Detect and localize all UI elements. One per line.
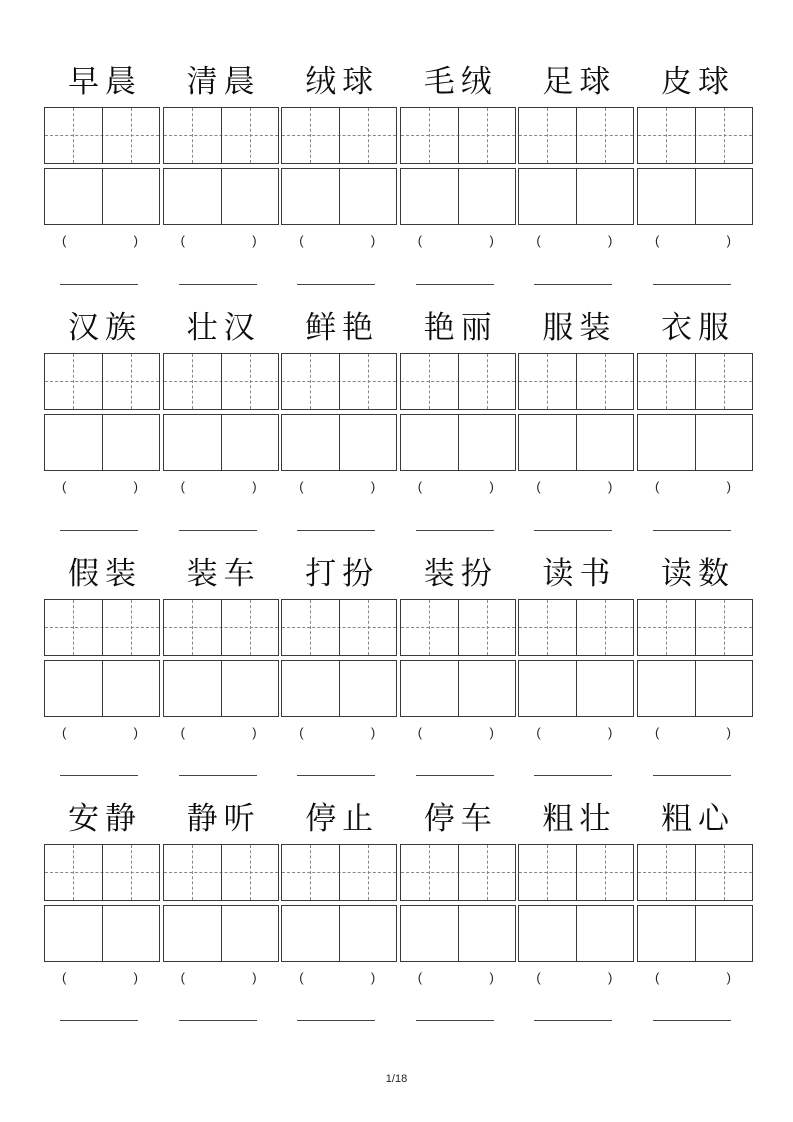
answer-line[interactable]	[297, 284, 375, 285]
word-group	[400, 50, 516, 295]
cell-divider	[695, 661, 696, 716]
dashed-guide-vertical	[73, 108, 74, 163]
dashed-guide-vertical	[310, 600, 311, 655]
pinyin-answer-parens[interactable]	[532, 725, 616, 745]
pinyin-answer-parens[interactable]	[295, 725, 379, 745]
dashed-guide-vertical	[429, 845, 430, 900]
cell-divider	[576, 169, 577, 224]
tianzige-writing-grid[interactable]	[281, 107, 397, 164]
answer-line[interactable]	[653, 284, 731, 285]
word-group	[163, 787, 279, 1032]
dashed-guide-vertical	[487, 108, 488, 163]
answer-line[interactable]	[60, 284, 138, 285]
dashed-guide-vertical	[250, 600, 251, 655]
word-label: 毛绒	[423, 64, 498, 100]
dashed-guide-vertical	[368, 354, 369, 409]
dashed-guide-vertical	[487, 354, 488, 409]
dashed-guide-vertical	[250, 108, 251, 163]
cell-divider	[221, 845, 222, 900]
plain-writing-grid[interactable]	[281, 905, 397, 962]
paren-open: (	[536, 479, 541, 494]
word-group	[637, 787, 753, 1032]
word-label: 静听	[186, 801, 261, 837]
dashed-guide-vertical	[605, 108, 606, 163]
plain-writing-grid[interactable]	[44, 168, 160, 225]
pinyin-answer-parens[interactable]	[651, 725, 735, 745]
word-group	[44, 542, 160, 787]
pinyin-answer-parens[interactable]	[295, 233, 379, 253]
plain-writing-grid[interactable]	[518, 660, 634, 717]
answer-line[interactable]	[653, 775, 731, 776]
word-group	[518, 50, 634, 295]
tianzige-writing-grid[interactable]	[518, 844, 634, 901]
paren-close: )	[489, 479, 494, 494]
dashed-guide-vertical	[368, 108, 369, 163]
dashed-guide-vertical	[547, 354, 548, 409]
tianzige-writing-grid[interactable]	[281, 353, 397, 410]
pinyin-answer-parens[interactable]	[58, 970, 142, 990]
word-row	[44, 50, 756, 295]
paren-open: (	[180, 233, 185, 248]
pinyin-answer-parens[interactable]	[414, 233, 498, 253]
paren-open: (	[62, 725, 67, 740]
dashed-guide-vertical	[666, 845, 667, 900]
tianzige-writing-grid[interactable]	[163, 107, 279, 164]
cell-divider	[102, 845, 103, 900]
word-row	[44, 787, 756, 1032]
plain-writing-grid[interactable]	[400, 905, 516, 962]
pinyin-answer-parens[interactable]	[177, 233, 261, 253]
dashed-guide-vertical	[192, 845, 193, 900]
paren-close: )	[489, 233, 494, 248]
cell-divider	[221, 415, 222, 470]
paren-close: )	[608, 970, 613, 985]
word-label: 停车	[423, 801, 498, 837]
pinyin-answer-parens[interactable]	[532, 233, 616, 253]
cell-divider	[458, 661, 459, 716]
cell-divider	[339, 845, 340, 900]
word-group	[163, 296, 279, 541]
dashed-guide-vertical	[605, 845, 606, 900]
word-label: 清晨	[186, 64, 261, 100]
dashed-guide-vertical	[724, 600, 725, 655]
cell-divider	[339, 661, 340, 716]
dashed-guide-vertical	[429, 108, 430, 163]
tianzige-writing-grid[interactable]	[400, 844, 516, 901]
paren-close: )	[252, 725, 257, 740]
tianzige-writing-grid[interactable]	[637, 107, 753, 164]
cell-divider	[339, 600, 340, 655]
word-group	[400, 542, 516, 787]
cell-divider	[458, 415, 459, 470]
dashed-guide-vertical	[368, 600, 369, 655]
paren-open: (	[299, 479, 304, 494]
dashed-guide-vertical	[487, 600, 488, 655]
paren-close: )	[489, 725, 494, 740]
dashed-guide-vertical	[605, 600, 606, 655]
page-number: 1/18	[385, 1073, 408, 1085]
word-label: 假装	[68, 556, 142, 592]
word-group	[44, 296, 160, 541]
plain-writing-grid[interactable]	[163, 660, 279, 717]
tianzige-writing-grid[interactable]	[400, 599, 516, 656]
plain-writing-grid[interactable]	[400, 660, 516, 717]
answer-line[interactable]	[534, 775, 612, 776]
cell-divider	[102, 354, 103, 409]
pinyin-answer-parens[interactable]	[58, 233, 142, 253]
word-label: 装扮	[423, 556, 498, 592]
cell-divider	[339, 906, 340, 961]
word-group	[281, 296, 397, 541]
dashed-guide-vertical	[250, 354, 251, 409]
dashed-guide-vertical	[250, 845, 251, 900]
paren-open: (	[299, 233, 304, 248]
dashed-guide-vertical	[487, 845, 488, 900]
plain-writing-grid[interactable]	[281, 414, 397, 471]
plain-writing-grid[interactable]	[518, 414, 634, 471]
pinyin-answer-parens[interactable]	[177, 970, 261, 990]
cell-divider	[695, 415, 696, 470]
dashed-guide-vertical	[724, 108, 725, 163]
dashed-guide-vertical	[724, 354, 725, 409]
word-group	[637, 542, 753, 787]
pinyin-answer-parens[interactable]	[651, 479, 735, 499]
dashed-guide-vertical	[73, 354, 74, 409]
paren-close: )	[252, 233, 257, 248]
dashed-guide-vertical	[192, 354, 193, 409]
cell-divider	[576, 108, 577, 163]
answer-line[interactable]	[297, 1020, 375, 1021]
paren-open: (	[62, 479, 67, 494]
tianzige-writing-grid[interactable]	[281, 844, 397, 901]
paren-open: (	[536, 725, 541, 740]
plain-writing-grid[interactable]	[518, 168, 634, 225]
answer-line[interactable]	[179, 284, 257, 285]
word-label: 装车	[186, 556, 261, 592]
plain-writing-grid[interactable]	[281, 168, 397, 225]
paren-close: )	[726, 970, 731, 985]
word-group	[637, 296, 753, 541]
paren-open: (	[62, 970, 67, 985]
cell-divider	[102, 661, 103, 716]
cell-divider	[576, 906, 577, 961]
paren-open: (	[299, 725, 304, 740]
answer-line[interactable]	[179, 775, 257, 776]
tianzige-writing-grid[interactable]	[44, 844, 160, 901]
cell-divider	[339, 108, 340, 163]
tianzige-writing-grid[interactable]	[518, 599, 634, 656]
answer-line[interactable]	[653, 530, 731, 531]
tianzige-writing-grid[interactable]	[163, 599, 279, 656]
dashed-guide-vertical	[73, 600, 74, 655]
answer-line[interactable]	[60, 775, 138, 776]
cell-divider	[695, 600, 696, 655]
cell-divider	[576, 415, 577, 470]
pinyin-answer-parens[interactable]	[58, 725, 142, 745]
dashed-guide-vertical	[131, 600, 132, 655]
word-group	[44, 50, 160, 295]
word-label: 衣服	[661, 310, 735, 346]
dashed-guide-vertical	[724, 845, 725, 900]
plain-writing-grid[interactable]	[518, 905, 634, 962]
pinyin-answer-parens[interactable]	[532, 479, 616, 499]
pinyin-answer-parens[interactable]	[414, 479, 498, 499]
dashed-guide-vertical	[547, 845, 548, 900]
pinyin-answer-parens[interactable]	[651, 970, 735, 990]
word-group	[637, 50, 753, 295]
pinyin-answer-parens[interactable]	[295, 479, 379, 499]
cell-divider	[221, 354, 222, 409]
cell-divider	[102, 600, 103, 655]
paren-close: )	[370, 970, 376, 985]
pinyin-answer-parens[interactable]	[532, 970, 616, 990]
cell-divider	[576, 354, 577, 409]
answer-line[interactable]	[416, 775, 494, 776]
answer-line[interactable]	[653, 1020, 731, 1021]
word-group	[518, 296, 634, 541]
cell-divider	[221, 108, 222, 163]
paren-open: (	[417, 479, 423, 494]
paren-open: (	[655, 970, 660, 985]
cell-divider	[695, 108, 696, 163]
word-group	[281, 542, 397, 787]
answer-line[interactable]	[534, 1020, 612, 1021]
paren-open: (	[180, 725, 185, 740]
word-group	[400, 296, 516, 541]
word-label: 艳丽	[423, 310, 498, 346]
word-label: 皮球	[661, 64, 735, 100]
word-label: 鲜艳	[305, 310, 380, 346]
paren-close: )	[370, 725, 376, 740]
paren-close: )	[608, 725, 613, 740]
paren-open: (	[655, 725, 660, 740]
word-label: 服装	[542, 310, 617, 346]
paren-open: (	[536, 970, 541, 985]
dashed-guide-vertical	[429, 354, 430, 409]
dashed-guide-vertical	[131, 354, 132, 409]
cell-divider	[102, 108, 103, 163]
plain-writing-grid[interactable]	[637, 660, 753, 717]
cell-divider	[458, 108, 459, 163]
answer-line[interactable]	[416, 530, 494, 531]
cell-divider	[339, 169, 340, 224]
pinyin-answer-parens[interactable]	[177, 725, 261, 745]
cell-divider	[339, 415, 340, 470]
paren-open: (	[655, 479, 660, 494]
paren-close: )	[608, 233, 613, 248]
answer-line[interactable]	[179, 530, 257, 531]
paren-open: (	[180, 970, 185, 985]
cell-divider	[458, 169, 459, 224]
word-label: 停止	[305, 801, 380, 837]
cell-divider	[458, 600, 459, 655]
dashed-guide-vertical	[310, 845, 311, 900]
cell-divider	[221, 169, 222, 224]
plain-writing-grid[interactable]	[637, 414, 753, 471]
plain-writing-grid[interactable]	[637, 168, 753, 225]
answer-line[interactable]	[297, 530, 375, 531]
word-label: 读书	[542, 556, 617, 592]
tianzige-writing-grid[interactable]	[637, 844, 753, 901]
dashed-guide-vertical	[547, 108, 548, 163]
tianzige-writing-grid[interactable]	[518, 353, 634, 410]
dashed-guide-vertical	[666, 354, 667, 409]
answer-line[interactable]	[60, 530, 138, 531]
plain-writing-grid[interactable]	[163, 168, 279, 225]
answer-line[interactable]	[297, 775, 375, 776]
pinyin-answer-parens[interactable]	[295, 970, 379, 990]
word-label: 壮汉	[186, 310, 261, 346]
word-label: 足球	[542, 64, 617, 100]
cell-divider	[576, 661, 577, 716]
dashed-guide-vertical	[192, 600, 193, 655]
paren-open: (	[180, 479, 185, 494]
cell-divider	[102, 906, 103, 961]
dashed-guide-vertical	[310, 108, 311, 163]
cell-divider	[695, 354, 696, 409]
dashed-guide-vertical	[429, 600, 430, 655]
paren-open: (	[417, 725, 423, 740]
answer-line[interactable]	[416, 1020, 494, 1021]
paren-close: )	[370, 479, 376, 494]
paren-close: )	[133, 479, 138, 494]
word-group	[518, 787, 634, 1032]
word-label: 粗壮	[542, 801, 617, 837]
dashed-guide-vertical	[547, 600, 548, 655]
dashed-guide-vertical	[605, 354, 606, 409]
pinyin-answer-parens[interactable]	[58, 479, 142, 499]
dashed-guide-vertical	[310, 354, 311, 409]
answer-line[interactable]	[60, 1020, 138, 1021]
paren-close: )	[133, 725, 138, 740]
pinyin-answer-parens[interactable]	[414, 970, 498, 990]
cell-divider	[102, 415, 103, 470]
pinyin-answer-parens[interactable]	[414, 725, 498, 745]
tianzige-writing-grid[interactable]	[44, 599, 160, 656]
dashed-guide-vertical	[131, 845, 132, 900]
paren-close: )	[133, 233, 138, 248]
paren-close: )	[608, 479, 613, 494]
paren-close: )	[133, 970, 138, 985]
word-label: 安静	[68, 801, 142, 837]
cell-divider	[576, 845, 577, 900]
paren-open: (	[299, 970, 304, 985]
pinyin-answer-parens[interactable]	[651, 233, 735, 253]
word-label: 早晨	[68, 64, 142, 100]
cell-divider	[458, 845, 459, 900]
tianzige-writing-grid[interactable]	[281, 599, 397, 656]
paren-open: (	[62, 233, 67, 248]
pinyin-answer-parens[interactable]	[177, 479, 261, 499]
plain-writing-grid[interactable]	[163, 414, 279, 471]
word-group	[163, 50, 279, 295]
paren-open: (	[417, 970, 423, 985]
paren-close: )	[252, 970, 257, 985]
cell-divider	[221, 906, 222, 961]
plain-writing-grid[interactable]	[44, 414, 160, 471]
tianzige-writing-grid[interactable]	[518, 107, 634, 164]
tianzige-writing-grid[interactable]	[400, 353, 516, 410]
paren-open: (	[655, 233, 660, 248]
cell-divider	[576, 600, 577, 655]
cell-divider	[458, 906, 459, 961]
tianzige-writing-grid[interactable]	[163, 844, 279, 901]
plain-writing-grid[interactable]	[44, 905, 160, 962]
answer-line[interactable]	[179, 1020, 257, 1021]
cell-divider	[695, 169, 696, 224]
paren-close: )	[726, 233, 731, 248]
answer-line[interactable]	[534, 530, 612, 531]
dashed-guide-vertical	[192, 108, 193, 163]
word-row	[44, 542, 756, 787]
dashed-guide-vertical	[368, 845, 369, 900]
tianzige-writing-grid[interactable]	[637, 353, 753, 410]
word-group	[44, 787, 160, 1032]
cell-divider	[221, 600, 222, 655]
paren-close: )	[489, 970, 494, 985]
dashed-guide-vertical	[131, 108, 132, 163]
plain-writing-grid[interactable]	[400, 168, 516, 225]
tianzige-writing-grid[interactable]	[637, 599, 753, 656]
plain-writing-grid[interactable]	[400, 414, 516, 471]
cell-divider	[339, 354, 340, 409]
cell-divider	[221, 661, 222, 716]
paren-close: )	[370, 233, 376, 248]
word-label: 绒球	[305, 64, 380, 100]
paren-close: )	[726, 725, 731, 740]
word-label: 打扮	[305, 556, 380, 592]
tianzige-writing-grid[interactable]	[44, 107, 160, 164]
word-group	[163, 542, 279, 787]
cell-divider	[695, 845, 696, 900]
cell-divider	[102, 169, 103, 224]
answer-line[interactable]	[416, 284, 494, 285]
tianzige-writing-grid[interactable]	[44, 353, 160, 410]
plain-writing-grid[interactable]	[163, 905, 279, 962]
tianzige-writing-grid[interactable]	[163, 353, 279, 410]
paren-open: (	[417, 233, 423, 248]
paren-close: )	[252, 479, 257, 494]
cell-divider	[458, 354, 459, 409]
paren-close: )	[726, 479, 731, 494]
word-group	[400, 787, 516, 1032]
answer-line[interactable]	[534, 284, 612, 285]
word-group	[518, 542, 634, 787]
word-label: 粗心	[661, 801, 735, 837]
word-group	[281, 50, 397, 295]
dashed-guide-vertical	[73, 845, 74, 900]
cell-divider	[695, 906, 696, 961]
dashed-guide-vertical	[666, 108, 667, 163]
dashed-guide-vertical	[666, 600, 667, 655]
word-row	[44, 296, 756, 541]
word-label: 汉族	[68, 310, 142, 346]
tianzige-writing-grid[interactable]	[400, 107, 516, 164]
plain-writing-grid[interactable]	[281, 660, 397, 717]
plain-writing-grid[interactable]	[637, 905, 753, 962]
word-label: 读数	[661, 556, 735, 592]
paren-open: (	[536, 233, 541, 248]
plain-writing-grid[interactable]	[44, 660, 160, 717]
word-group	[281, 787, 397, 1032]
